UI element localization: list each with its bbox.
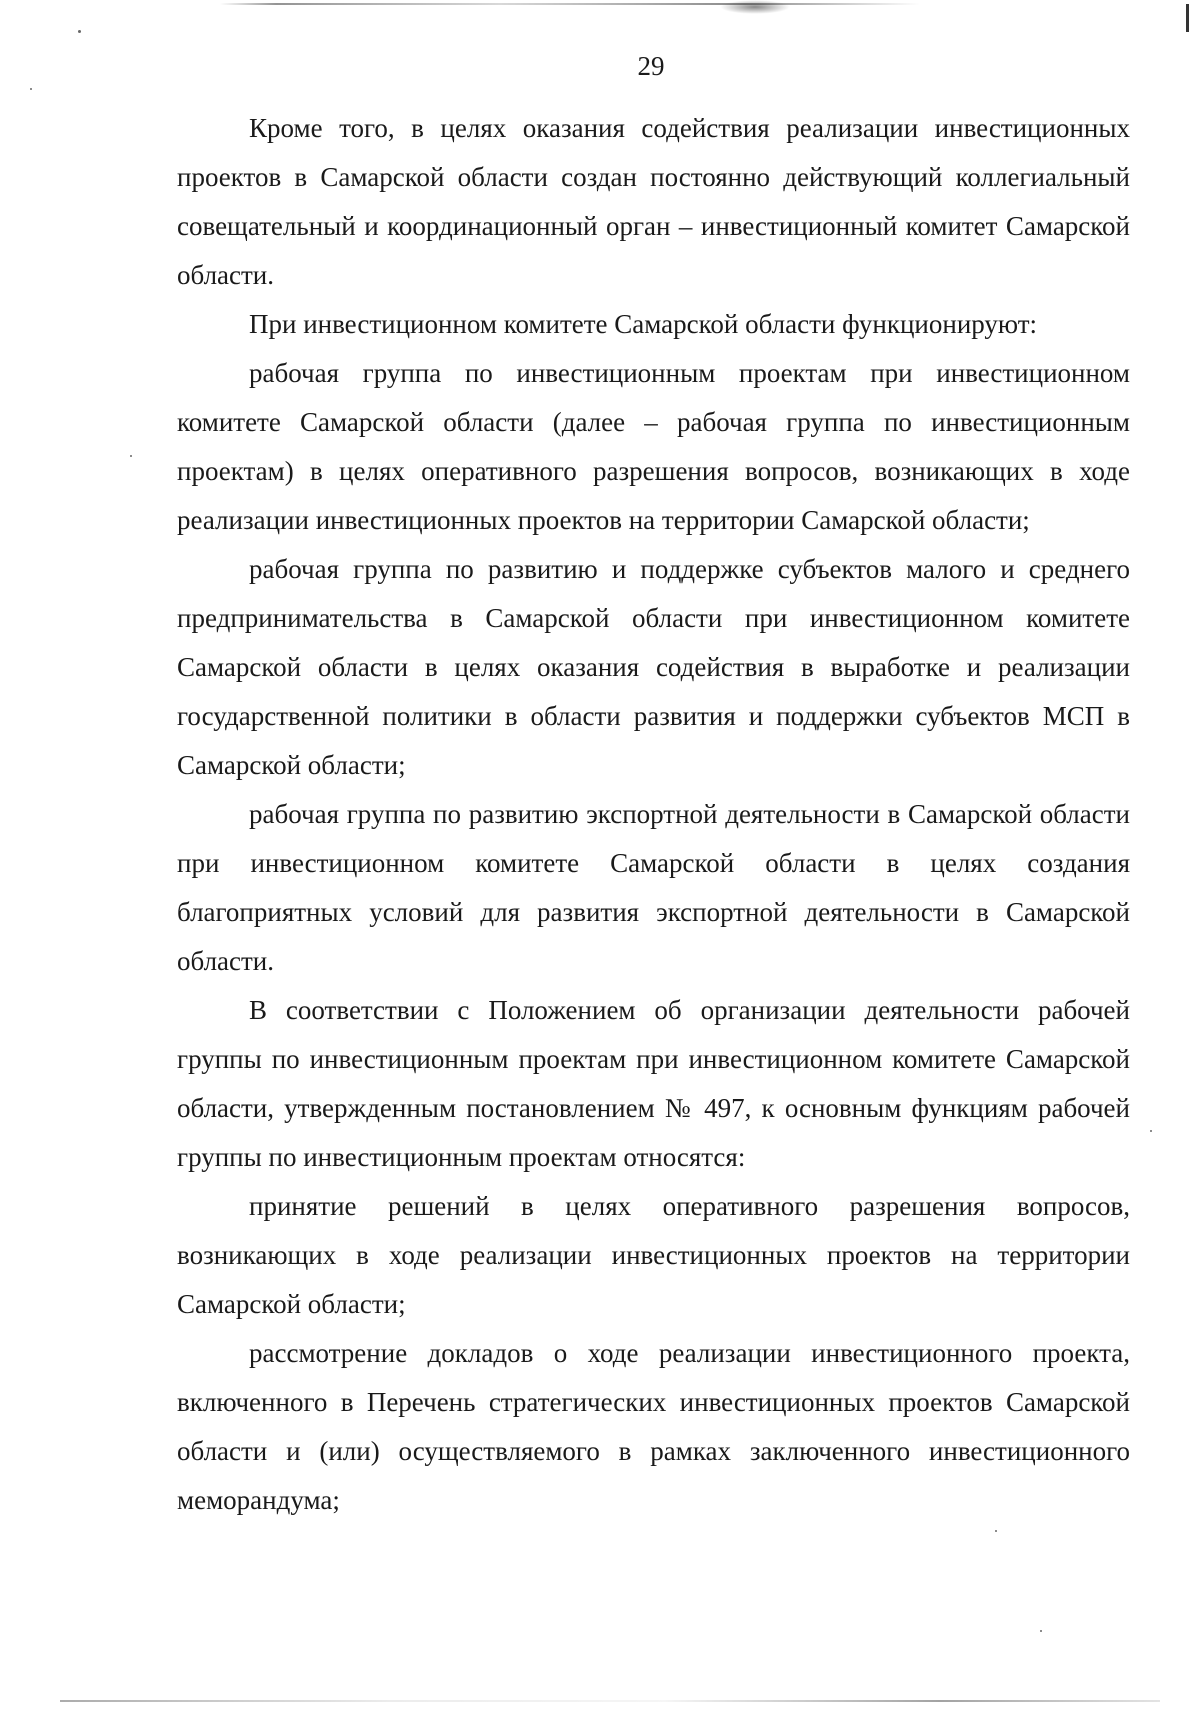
body-text xyxy=(177,104,1130,1525)
scan-speck xyxy=(1040,1630,1042,1632)
paragraph: Кроме того, в целях оказания содействия реализации инвестиционных проектов в Самарской области создан постоянно действующий коллегиальный совещательный и координационный орган – инвестиционный комитет Самарской области. xyxy=(177,113,1130,290)
scan-artifact-right-mark xyxy=(1186,4,1189,32)
scan-speck xyxy=(130,455,132,457)
paragraph: В соответствии с Положением об организации деятельности рабочей группы по инвестиционным проектам при инвестиционном комитете Самарской области, утвержденным постановлением № 497, к основным функциям рабочей группы по инвестиционным проектам относятся: xyxy=(177,995,1130,1172)
scan-speck xyxy=(995,1530,997,1532)
scan-speck xyxy=(1150,1130,1152,1132)
scan-artifact-bottom-line xyxy=(60,1700,1160,1702)
scan-speck xyxy=(78,30,81,33)
paragraph: рабочая группа по развитию и поддержке субъектов малого и среднего предпринимательства в Самарской области при инвестиционном комитете Самарской области в целях оказания содействия в выработке и реализации государственной политики в области развития и поддержки субъектов МСП в Самарской области; xyxy=(177,554,1130,780)
page-number: 29 xyxy=(637,51,665,81)
scan-artifact-top-smudge xyxy=(720,0,790,14)
paragraph: принятие решений в целях оперативного разрешения вопросов, возникающих в ходе реализации инвестиционных проектов на территории Самарской области; xyxy=(177,1191,1130,1319)
paragraph: рабочая группа по развитию экспортной деятельности в Самарской области при инвестиционном комитете Самарской области в целях создания благоприятных условий для развития экспортной деятельности в Самарской области. xyxy=(177,799,1130,976)
scan-speck xyxy=(30,88,32,90)
paragraph: При инвестиционном комитете Самарской области функционируют: xyxy=(249,309,1038,339)
paragraph: рабочая группа по инвестиционным проектам при инвестиционном комитете Самарской области (далее – рабочая группа по инвестиционным проектам) в целях оперативного разрешения вопросов, возникающих в ходе реализации инвестиционных проектов на территории Самарской области; xyxy=(177,358,1130,535)
scan-artifact-top-line xyxy=(220,3,920,5)
paragraph: рассмотрение докладов о ходе реализации инвестиционного проекта, включенного в Перечень стратегических инвестиционных проектов Самарской области и (или) осуществляемого в рамках заключенного инвестиционного меморандума; xyxy=(177,1338,1130,1515)
